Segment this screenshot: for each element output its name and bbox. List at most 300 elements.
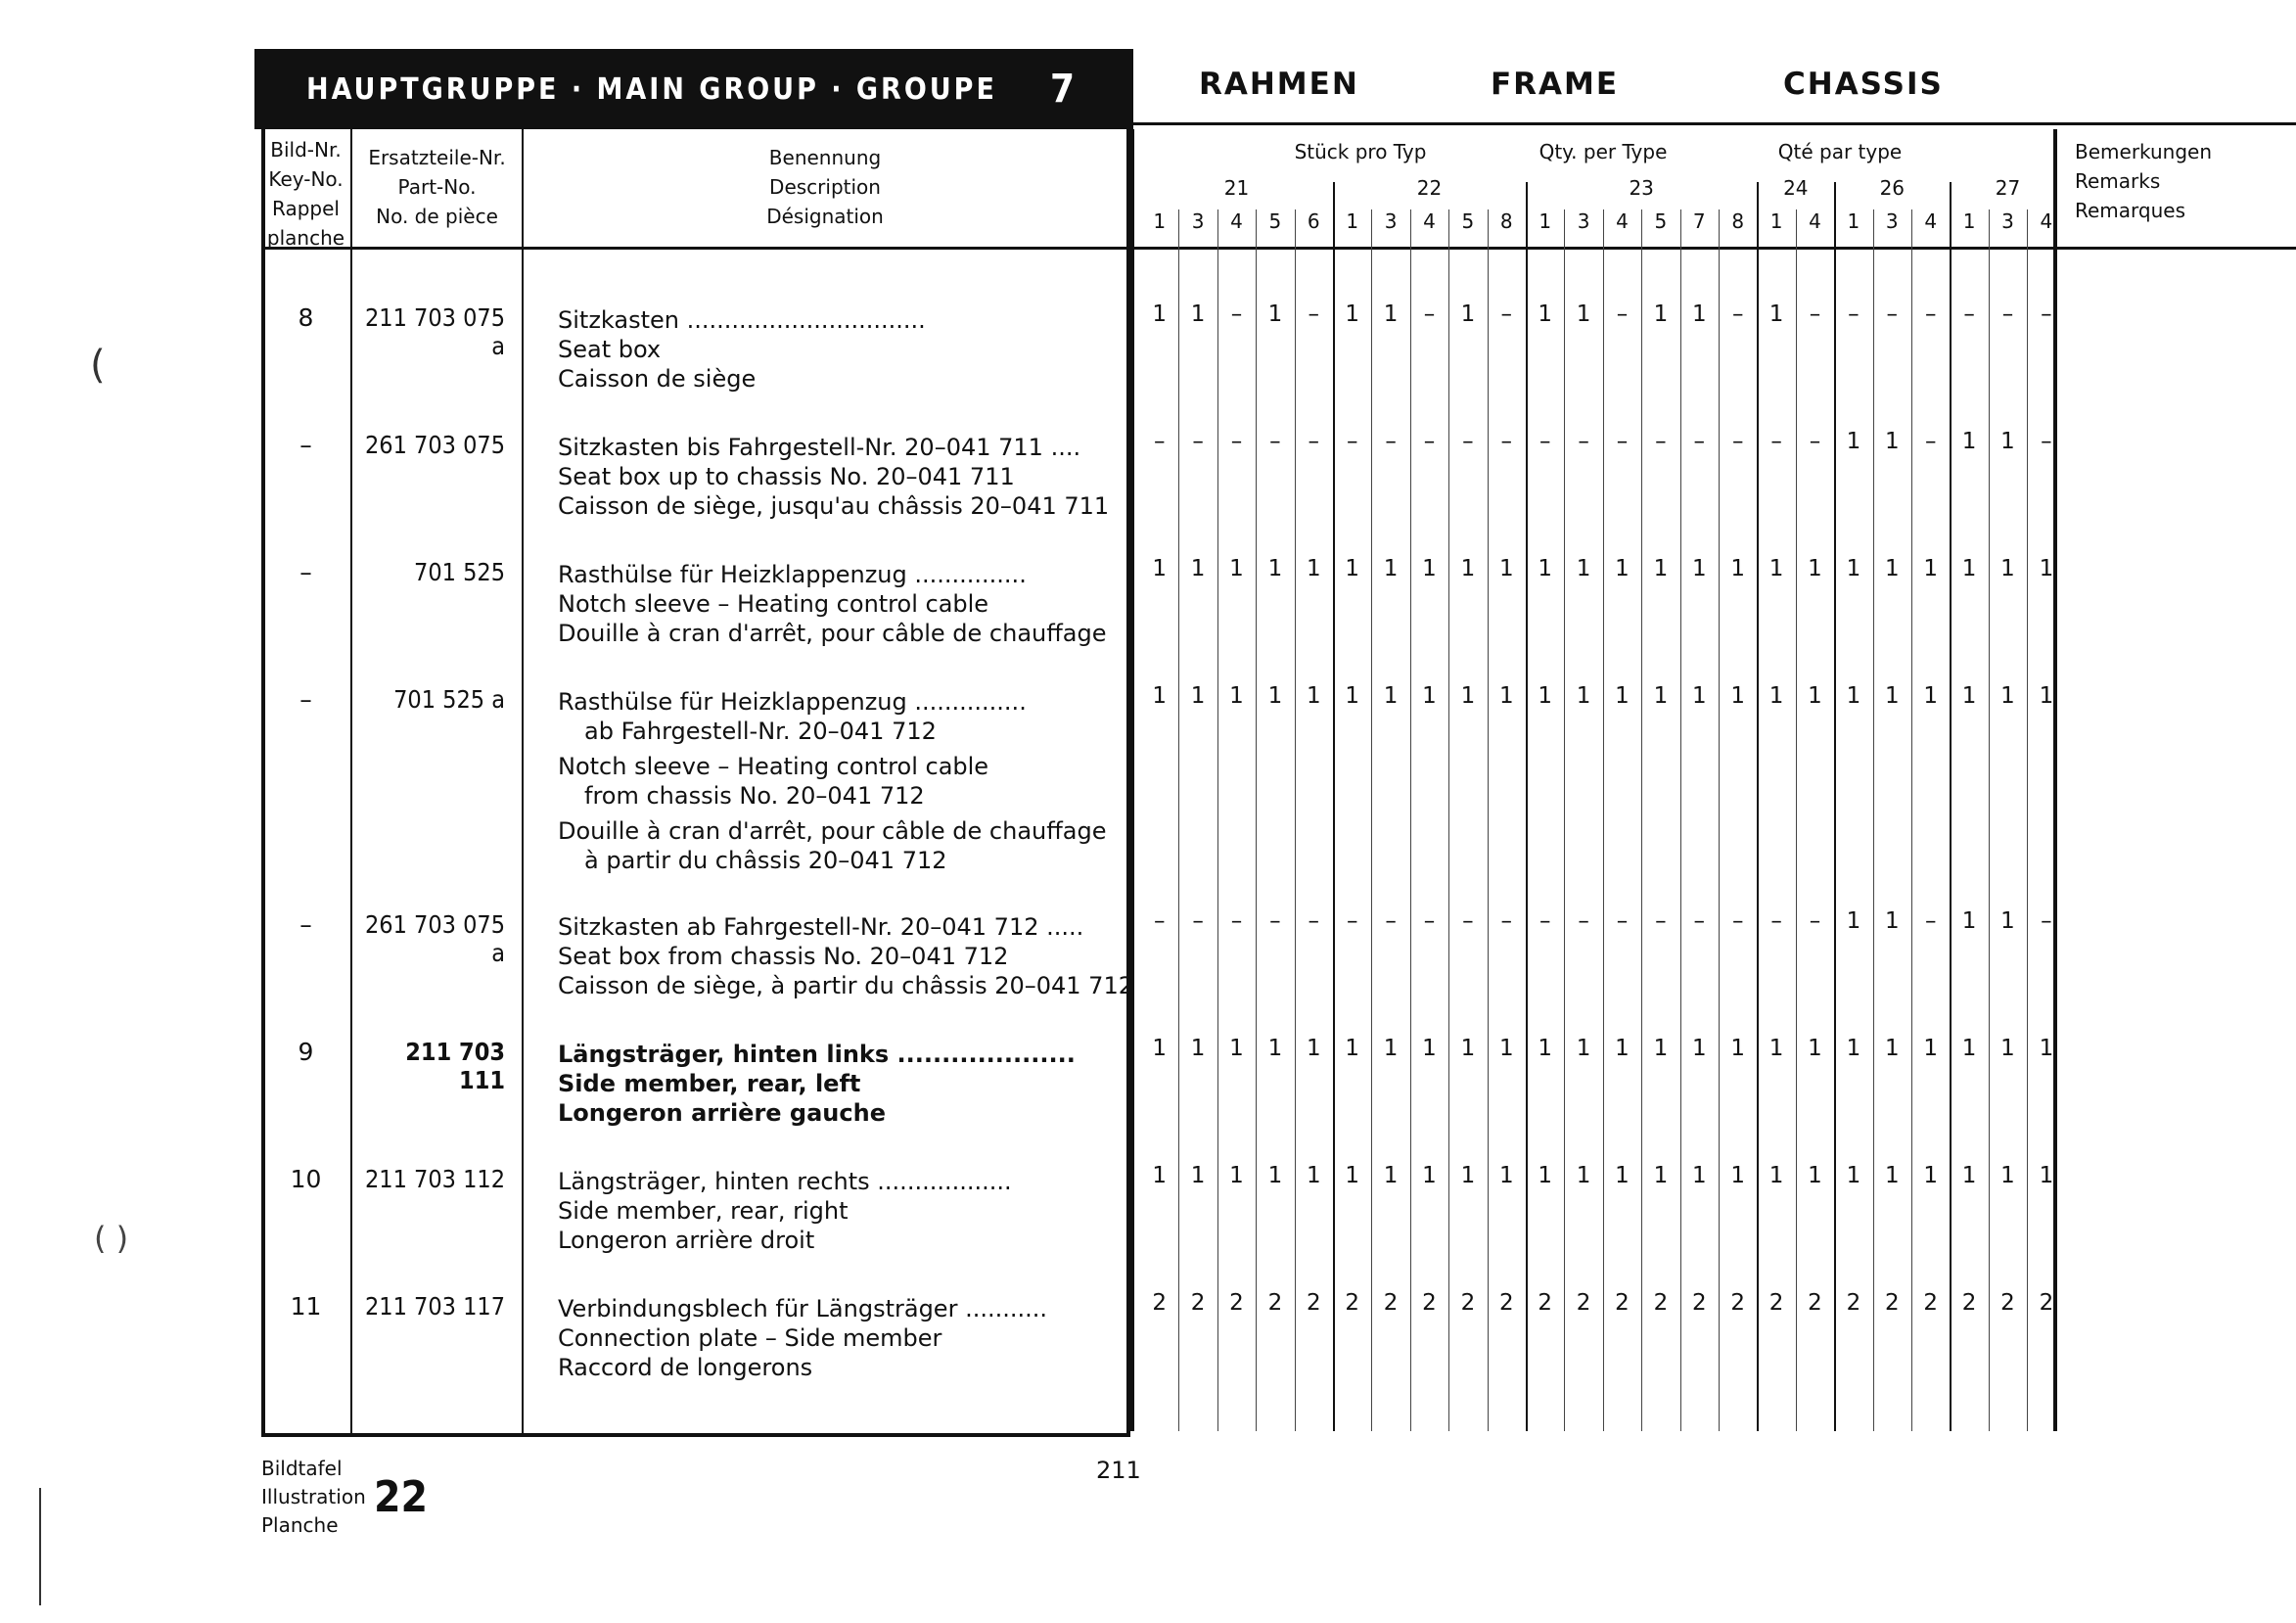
qty-value: 1 <box>1538 683 1552 709</box>
qty-value: 1 <box>1190 683 1206 709</box>
qty-value: 1 <box>1538 556 1552 581</box>
key-no-header-line: Rappel <box>272 197 340 220</box>
page-number: 211 <box>1096 1457 1141 1484</box>
qty-value: 1 <box>1961 1036 1977 1061</box>
qty-value: 1 <box>1653 1036 1669 1061</box>
qty-value: 2 <box>1884 1290 1900 1316</box>
subtype-label: 3 <box>1191 209 1205 233</box>
qty-value: – <box>1693 429 1706 454</box>
qty-value: – <box>1500 301 1513 327</box>
qty-value: 1 <box>1576 556 1591 581</box>
qty-header-de: Stück pro Typ <box>1294 140 1427 163</box>
qty-value: 2 <box>2039 1290 2054 1316</box>
description-line: Rasthülse für Heizklappenzug ............... <box>558 688 1027 716</box>
type-group-label: 26 <box>1879 176 1906 200</box>
qty-value: 1 <box>1576 301 1591 327</box>
qty-col-divider <box>1680 209 1681 1431</box>
qty-value: – <box>1423 429 1436 454</box>
subtype-label: 3 <box>1577 209 1590 233</box>
description-header-line: Désignation <box>766 205 884 228</box>
qty-value: 1 <box>2039 1036 2054 1061</box>
qty-value: 1 <box>1345 683 1359 709</box>
description-header <box>524 143 1126 231</box>
qty-value: 1 <box>1267 683 1283 709</box>
qty-value: 1 <box>2000 683 2015 709</box>
qty-value: – <box>1655 429 1667 454</box>
qty-value: 1 <box>1345 556 1359 581</box>
qty-value: – <box>1731 301 1744 327</box>
qty-value: – <box>1308 908 1320 934</box>
qty-value: 1 <box>1345 301 1359 327</box>
subtype-label: 8 <box>1731 209 1745 233</box>
qty-value: – <box>1809 301 1821 327</box>
description-line: Connection plate – Side member <box>558 1324 942 1352</box>
qty-value: 1 <box>1422 683 1437 709</box>
qty-col-divider <box>1448 209 1449 1431</box>
qty-value: – <box>1770 429 1782 454</box>
qty-value: – <box>1809 908 1821 934</box>
plate-labels <box>261 1455 366 1540</box>
qty-value: – <box>1578 908 1589 934</box>
subtype-label: 5 <box>1654 209 1668 233</box>
qty-value: – <box>1538 429 1551 454</box>
subtype-label: 5 <box>1268 209 1282 233</box>
qty-value: 1 <box>1961 683 1977 709</box>
description-line: Longeron arrière droit <box>558 1227 815 1254</box>
qty-value: 1 <box>1152 1163 1167 1188</box>
qty-value: 1 <box>1653 1163 1669 1188</box>
key-no-header-line: planche <box>266 226 345 250</box>
type-group-label: 22 <box>1416 176 1443 200</box>
qty-value: 1 <box>1229 1163 1244 1188</box>
qty-value: 1 <box>1846 1163 1861 1188</box>
qty-value: 1 <box>1576 1163 1591 1188</box>
qty-value: 2 <box>1846 1290 1861 1316</box>
qty-col-divider <box>1989 209 1990 1431</box>
type-group-label: 23 <box>1629 176 1654 200</box>
qty-value: 1 <box>1961 1163 1977 1188</box>
qty-value: 1 <box>1884 556 1900 581</box>
qty-value: 2 <box>1498 1290 1514 1316</box>
qty-value: 1 <box>1383 1163 1399 1188</box>
row-part-no: 211 703 111 <box>405 1038 505 1094</box>
qty-value: 1 <box>1306 683 1321 709</box>
type-group-label: 21 <box>1223 176 1250 200</box>
qty-value: 1 <box>1653 301 1669 327</box>
qty-col-divider <box>1603 209 1604 1431</box>
qty-value: 1 <box>1422 1036 1437 1061</box>
row-key-no: – <box>299 910 312 939</box>
description-line: Douille à cran d'arrêt, pour câble de chauffage <box>558 817 1107 845</box>
subtype-label: 4 <box>1423 209 1436 233</box>
qty-value: – <box>1192 429 1204 454</box>
margin-paren-mark: ( <box>90 343 106 388</box>
qty-value: 1 <box>1615 683 1630 709</box>
qty-value: – <box>1346 429 1358 454</box>
subtype-label: 6 <box>1307 209 1320 233</box>
row-description <box>558 1294 1098 1382</box>
plate-label-line: Bildtafel <box>261 1457 343 1480</box>
qty-header-en: Qty. per Type <box>1538 140 1668 163</box>
description-line: à partir du châssis 20–041 712 <box>584 847 947 874</box>
margin-edge-line <box>39 1488 41 1605</box>
qty-col-divider <box>1950 182 1952 1431</box>
qty-value: – <box>1616 301 1629 327</box>
qty-value: 1 <box>1152 1036 1167 1061</box>
subtype-label: 3 <box>1384 209 1398 233</box>
description-line: Verbindungsblech für Längsträger ........... <box>558 1295 1047 1322</box>
qty-value: 1 <box>2039 1163 2054 1188</box>
qty-value: 1 <box>1229 1036 1244 1061</box>
qty-header-fr: Qté par type <box>1777 140 1903 163</box>
qty-value: 1 <box>1498 556 1514 581</box>
qty-value: 1 <box>1691 301 1707 327</box>
subtype-label: 1 <box>1769 209 1783 233</box>
qty-col-divider <box>1256 209 1257 1431</box>
qty-value: 2 <box>1923 1290 1938 1316</box>
qty-value: – <box>2041 429 2052 454</box>
qty-value: – <box>1462 429 1474 454</box>
subtype-label: 1 <box>1153 209 1167 233</box>
qty-value: – <box>1848 301 1860 327</box>
qty-value: – <box>1924 429 1937 454</box>
qty-value: 1 <box>1152 556 1167 581</box>
description-line: ab Fahrgestell-Nr. 20–041 712 <box>584 718 937 745</box>
qty-value: 1 <box>1691 556 1707 581</box>
qty-value: 1 <box>2000 556 2015 581</box>
qty-col-divider <box>1410 209 1411 1431</box>
title-de: RAHMEN <box>1199 67 1359 102</box>
row-description <box>558 560 1107 648</box>
qty-value: 1 <box>1768 301 1784 327</box>
remarks-header-line: Bemerkungen <box>2075 140 2213 163</box>
qty-value: 1 <box>1846 556 1861 581</box>
plate-number: 22 <box>374 1472 429 1522</box>
group-number: 7 <box>1049 67 1075 112</box>
qty-col-divider <box>1488 209 1489 1431</box>
qty-col-divider <box>1333 182 1335 1431</box>
part-no-header-line: No. de pièce <box>376 205 498 228</box>
row-part-no: 211 703 075 a <box>364 303 505 360</box>
subtype-label: 4 <box>2040 209 2053 233</box>
subtype-label: 3 <box>2001 209 2014 233</box>
description-line: Side member, rear, right <box>558 1197 849 1225</box>
description-line: Notch sleeve – Heating control cable <box>558 753 989 780</box>
main-group-banner <box>254 49 1133 129</box>
row-part-no: 211 703 112 <box>364 1165 505 1193</box>
qty-value: 1 <box>1961 429 1977 454</box>
qty-value: 1 <box>1691 683 1707 709</box>
qty-value: 1 <box>1653 683 1669 709</box>
qty-value: 1 <box>1498 1036 1514 1061</box>
qty-value: – <box>1308 429 1320 454</box>
qty-value: 1 <box>1846 683 1861 709</box>
qty-value: – <box>1731 908 1744 934</box>
qty-col-divider <box>1911 209 1912 1431</box>
row-description <box>558 1040 1098 1128</box>
qty-value: 1 <box>2000 1163 2015 1188</box>
qty-col-divider <box>1796 209 1797 1431</box>
qty-value: 1 <box>1460 556 1476 581</box>
qty-value: 1 <box>1615 1036 1630 1061</box>
qty-value: 1 <box>1152 301 1167 327</box>
qty-value: 1 <box>1538 1036 1552 1061</box>
qty-col-divider <box>1295 209 1296 1431</box>
remarks-header <box>2075 137 2212 225</box>
qty-value: 1 <box>1768 683 1784 709</box>
top-rule <box>1130 122 2296 125</box>
qty-value: 1 <box>1884 908 1900 934</box>
qty-value: 2 <box>1306 1290 1321 1316</box>
qty-col-divider <box>1719 209 1720 1431</box>
qty-value: 1 <box>1498 1163 1514 1188</box>
row-part-no: 261 703 075 <box>364 431 505 459</box>
qty-value: 1 <box>1190 301 1206 327</box>
qty-value: 1 <box>1383 1036 1399 1061</box>
qty-col-divider <box>1217 209 1218 1431</box>
qty-value: 1 <box>2039 556 2054 581</box>
qty-col-divider <box>1564 209 1565 1431</box>
qty-value: – <box>1230 908 1243 934</box>
qty-value: 2 <box>1422 1290 1437 1316</box>
qty-value: 1 <box>1267 301 1283 327</box>
qty-value: 1 <box>1190 1036 1206 1061</box>
row-key-no: 8 <box>298 303 314 332</box>
subtype-label: 4 <box>1809 209 1821 233</box>
subtype-label: 5 <box>1461 209 1475 233</box>
qty-value: – <box>1963 301 1975 327</box>
qty-value: 1 <box>1923 683 1938 709</box>
qty-value: 1 <box>1846 908 1861 934</box>
qty-value: 2 <box>1190 1290 1206 1316</box>
qty-value: 1 <box>1576 1036 1591 1061</box>
col-divider-1 <box>350 129 352 1437</box>
qty-value: 1 <box>1691 1163 1707 1188</box>
qty-value: – <box>1153 429 1166 454</box>
qty-value: 1 <box>1808 683 1822 709</box>
qty-value: 1 <box>1190 1163 1206 1188</box>
description-header-line: Description <box>769 175 881 199</box>
qty-value: 1 <box>1422 1163 1437 1188</box>
part-no-header-line: Ersatzteile-Nr. <box>368 146 506 169</box>
description-line: Längsträger, hinten links .................... <box>558 1041 1076 1068</box>
description-line: Douille à cran d'arrêt, pour câble de chauffage <box>558 620 1107 647</box>
row-description <box>558 1167 1098 1255</box>
key-no-header-line: Key-No. <box>268 167 344 191</box>
qty-value: 1 <box>2000 1036 2015 1061</box>
row-key-no: 11 <box>290 1292 322 1321</box>
qty-value: 1 <box>1306 1036 1321 1061</box>
qty-value: 1 <box>1498 683 1514 709</box>
qty-value: – <box>1230 429 1243 454</box>
qty-value: – <box>1423 908 1436 934</box>
qty-value: 1 <box>1190 556 1206 581</box>
qty-value: 2 <box>1383 1290 1399 1316</box>
key-no-header <box>261 135 350 253</box>
qty-value: – <box>1269 429 1281 454</box>
row-key-no: – <box>299 685 312 714</box>
description-line: Sitzkasten bis Fahrgestell-Nr. 20–041 711 .... <box>558 434 1081 461</box>
remarks-header-line: Remarques <box>2075 199 2186 222</box>
row-description <box>558 305 1098 394</box>
col-divider-2 <box>522 129 524 1437</box>
qty-value: 1 <box>1576 683 1591 709</box>
row-key-no: – <box>299 431 312 459</box>
qty-value: – <box>1731 429 1744 454</box>
qty-value: 2 <box>1653 1290 1669 1316</box>
qty-value: – <box>1770 908 1782 934</box>
description-line: Sitzkasten ................................ <box>558 306 926 334</box>
qty-value: 1 <box>1768 1036 1784 1061</box>
qty-col-divider <box>2027 209 2028 1431</box>
qty-value: 1 <box>1884 1163 1900 1188</box>
qty-value: – <box>1655 908 1667 934</box>
qty-value: 1 <box>1884 429 1900 454</box>
qty-value: 1 <box>1846 1036 1861 1061</box>
qty-col-divider <box>1873 209 1874 1431</box>
qty-value: 1 <box>1961 556 1977 581</box>
qty-value: – <box>1538 908 1551 934</box>
qty-value: 1 <box>1383 683 1399 709</box>
qty-value: 1 <box>1306 1163 1321 1188</box>
qty-col-divider <box>1371 209 1372 1431</box>
qty-value: – <box>1385 908 1397 934</box>
row-key-no: 9 <box>298 1038 314 1066</box>
row-key-no: 10 <box>290 1165 322 1193</box>
qty-value: – <box>1924 908 1937 934</box>
row-part-no: 701 525 a <box>393 685 505 714</box>
qty-value: 1 <box>1267 556 1283 581</box>
qty-value: 1 <box>1229 556 1244 581</box>
qty-value: 2 <box>1961 1290 1977 1316</box>
qty-value: – <box>1308 301 1320 327</box>
description-line: Caisson de siège <box>558 365 757 393</box>
qty-col-divider <box>1178 209 1179 1431</box>
row-description <box>558 912 1133 1000</box>
qty-value: 1 <box>1923 1036 1938 1061</box>
qty-value: 2 <box>1691 1290 1707 1316</box>
description-line: Seat box up to chassis No. 20–041 711 <box>558 463 1015 490</box>
qty-value: – <box>1423 301 1436 327</box>
description-line: Caisson de siège, jusqu'au châssis 20–041 711 <box>558 492 1110 520</box>
subtype-label: 1 <box>1538 209 1552 233</box>
description-line: Caisson de siège, à partir du châssis 20–041 712 <box>558 972 1133 999</box>
qty-value: 2 <box>1345 1290 1359 1316</box>
description-line: Längsträger, hinten rechts .................. <box>558 1168 1012 1195</box>
qty-value: 2 <box>1808 1290 1822 1316</box>
qty-value: 1 <box>1345 1163 1359 1188</box>
qty-value: 1 <box>1961 908 1977 934</box>
row-part-no: 701 525 <box>414 558 505 586</box>
qty-value: – <box>1462 908 1474 934</box>
qty-value: 1 <box>1808 1036 1822 1061</box>
subtype-label: 1 <box>1962 209 1976 233</box>
qty-value: – <box>1230 301 1243 327</box>
qty-value: 1 <box>1768 1163 1784 1188</box>
key-no-header-line: Bild-Nr. <box>270 138 342 162</box>
qty-value: 2 <box>1615 1290 1630 1316</box>
qty-col-divider <box>1757 182 1759 1431</box>
part-no-header-line: Part-No. <box>397 175 477 199</box>
qty-value: – <box>1269 908 1281 934</box>
qty-value: – <box>1500 908 1513 934</box>
qty-value: 1 <box>1730 1163 1745 1188</box>
qty-value: – <box>1346 908 1358 934</box>
qty-value: 1 <box>1846 429 1861 454</box>
qty-value: 1 <box>1923 556 1938 581</box>
qty-value: 1 <box>1808 556 1822 581</box>
qty-value: 1 <box>1730 1036 1745 1061</box>
qty-value: 1 <box>1768 556 1784 581</box>
qty-value: – <box>1192 908 1204 934</box>
remarks-header-line: Remarks <box>2075 169 2161 193</box>
qty-col-divider <box>1834 182 1836 1431</box>
qty-value: – <box>1385 429 1397 454</box>
qty-value: 1 <box>1884 1036 1900 1061</box>
qty-value: – <box>1693 908 1706 934</box>
description-line: Sitzkasten ab Fahrgestell-Nr. 20–041 712 ..... <box>558 913 1084 941</box>
description-header-line: Benennung <box>768 146 882 169</box>
qty-value: 1 <box>1229 683 1244 709</box>
qty-value: 1 <box>1383 301 1399 327</box>
row-part-no: 211 703 117 <box>364 1292 505 1321</box>
qty-value: 1 <box>1653 556 1669 581</box>
qty-value: – <box>2041 908 2052 934</box>
subtype-label: 4 <box>1616 209 1629 233</box>
qty-value: 1 <box>1422 556 1437 581</box>
qty-value: 1 <box>1460 1036 1476 1061</box>
qty-value: – <box>1500 429 1513 454</box>
row-description <box>558 687 1107 875</box>
description-line: Rasthülse für Heizklappenzug ............... <box>558 561 1027 588</box>
qty-value: 2 <box>2000 1290 2015 1316</box>
qty-value: 2 <box>1460 1290 1476 1316</box>
subtype-label: 3 <box>1885 209 1899 233</box>
qty-value: 1 <box>1383 556 1399 581</box>
qty-value: 1 <box>1152 683 1167 709</box>
qty-value: 1 <box>1884 683 1900 709</box>
subtype-label: 4 <box>1924 209 1938 233</box>
qty-value: 1 <box>1306 556 1321 581</box>
part-no-header <box>352 143 522 231</box>
description-line: Seat box from chassis No. 20–041 712 <box>558 943 1009 970</box>
subtype-label: 7 <box>1692 209 1706 233</box>
title-fr: CHASSIS <box>1783 67 1944 102</box>
qty-value: 1 <box>1267 1036 1283 1061</box>
row-key-no: – <box>299 558 312 586</box>
description-line: Seat box <box>558 336 662 363</box>
qty-value: 1 <box>1730 683 1745 709</box>
qty-value: 1 <box>2000 908 2015 934</box>
title-en: FRAME <box>1491 67 1620 102</box>
qty-value: 1 <box>1615 1163 1630 1188</box>
qty-value: 2 <box>1229 1290 1244 1316</box>
description-line: Notch sleeve – Heating control cable <box>558 590 989 618</box>
row-part-no: 261 703 075 a <box>364 910 505 967</box>
qty-value: – <box>2041 301 2052 327</box>
qty-value: 2 <box>1576 1290 1591 1316</box>
description-line: Raccord de longerons <box>558 1354 813 1381</box>
type-group-label: 24 <box>1783 176 1809 200</box>
qty-value: – <box>1924 301 1937 327</box>
margin-hole-mark: ( ) <box>94 1220 129 1257</box>
qty-value: 2 <box>1152 1290 1167 1316</box>
qty-value: – <box>1809 429 1821 454</box>
qty-value: 1 <box>2000 429 2015 454</box>
description-line: Longeron arrière gauche <box>558 1099 886 1127</box>
qty-value: – <box>1616 908 1629 934</box>
subtype-label: 4 <box>1230 209 1243 233</box>
